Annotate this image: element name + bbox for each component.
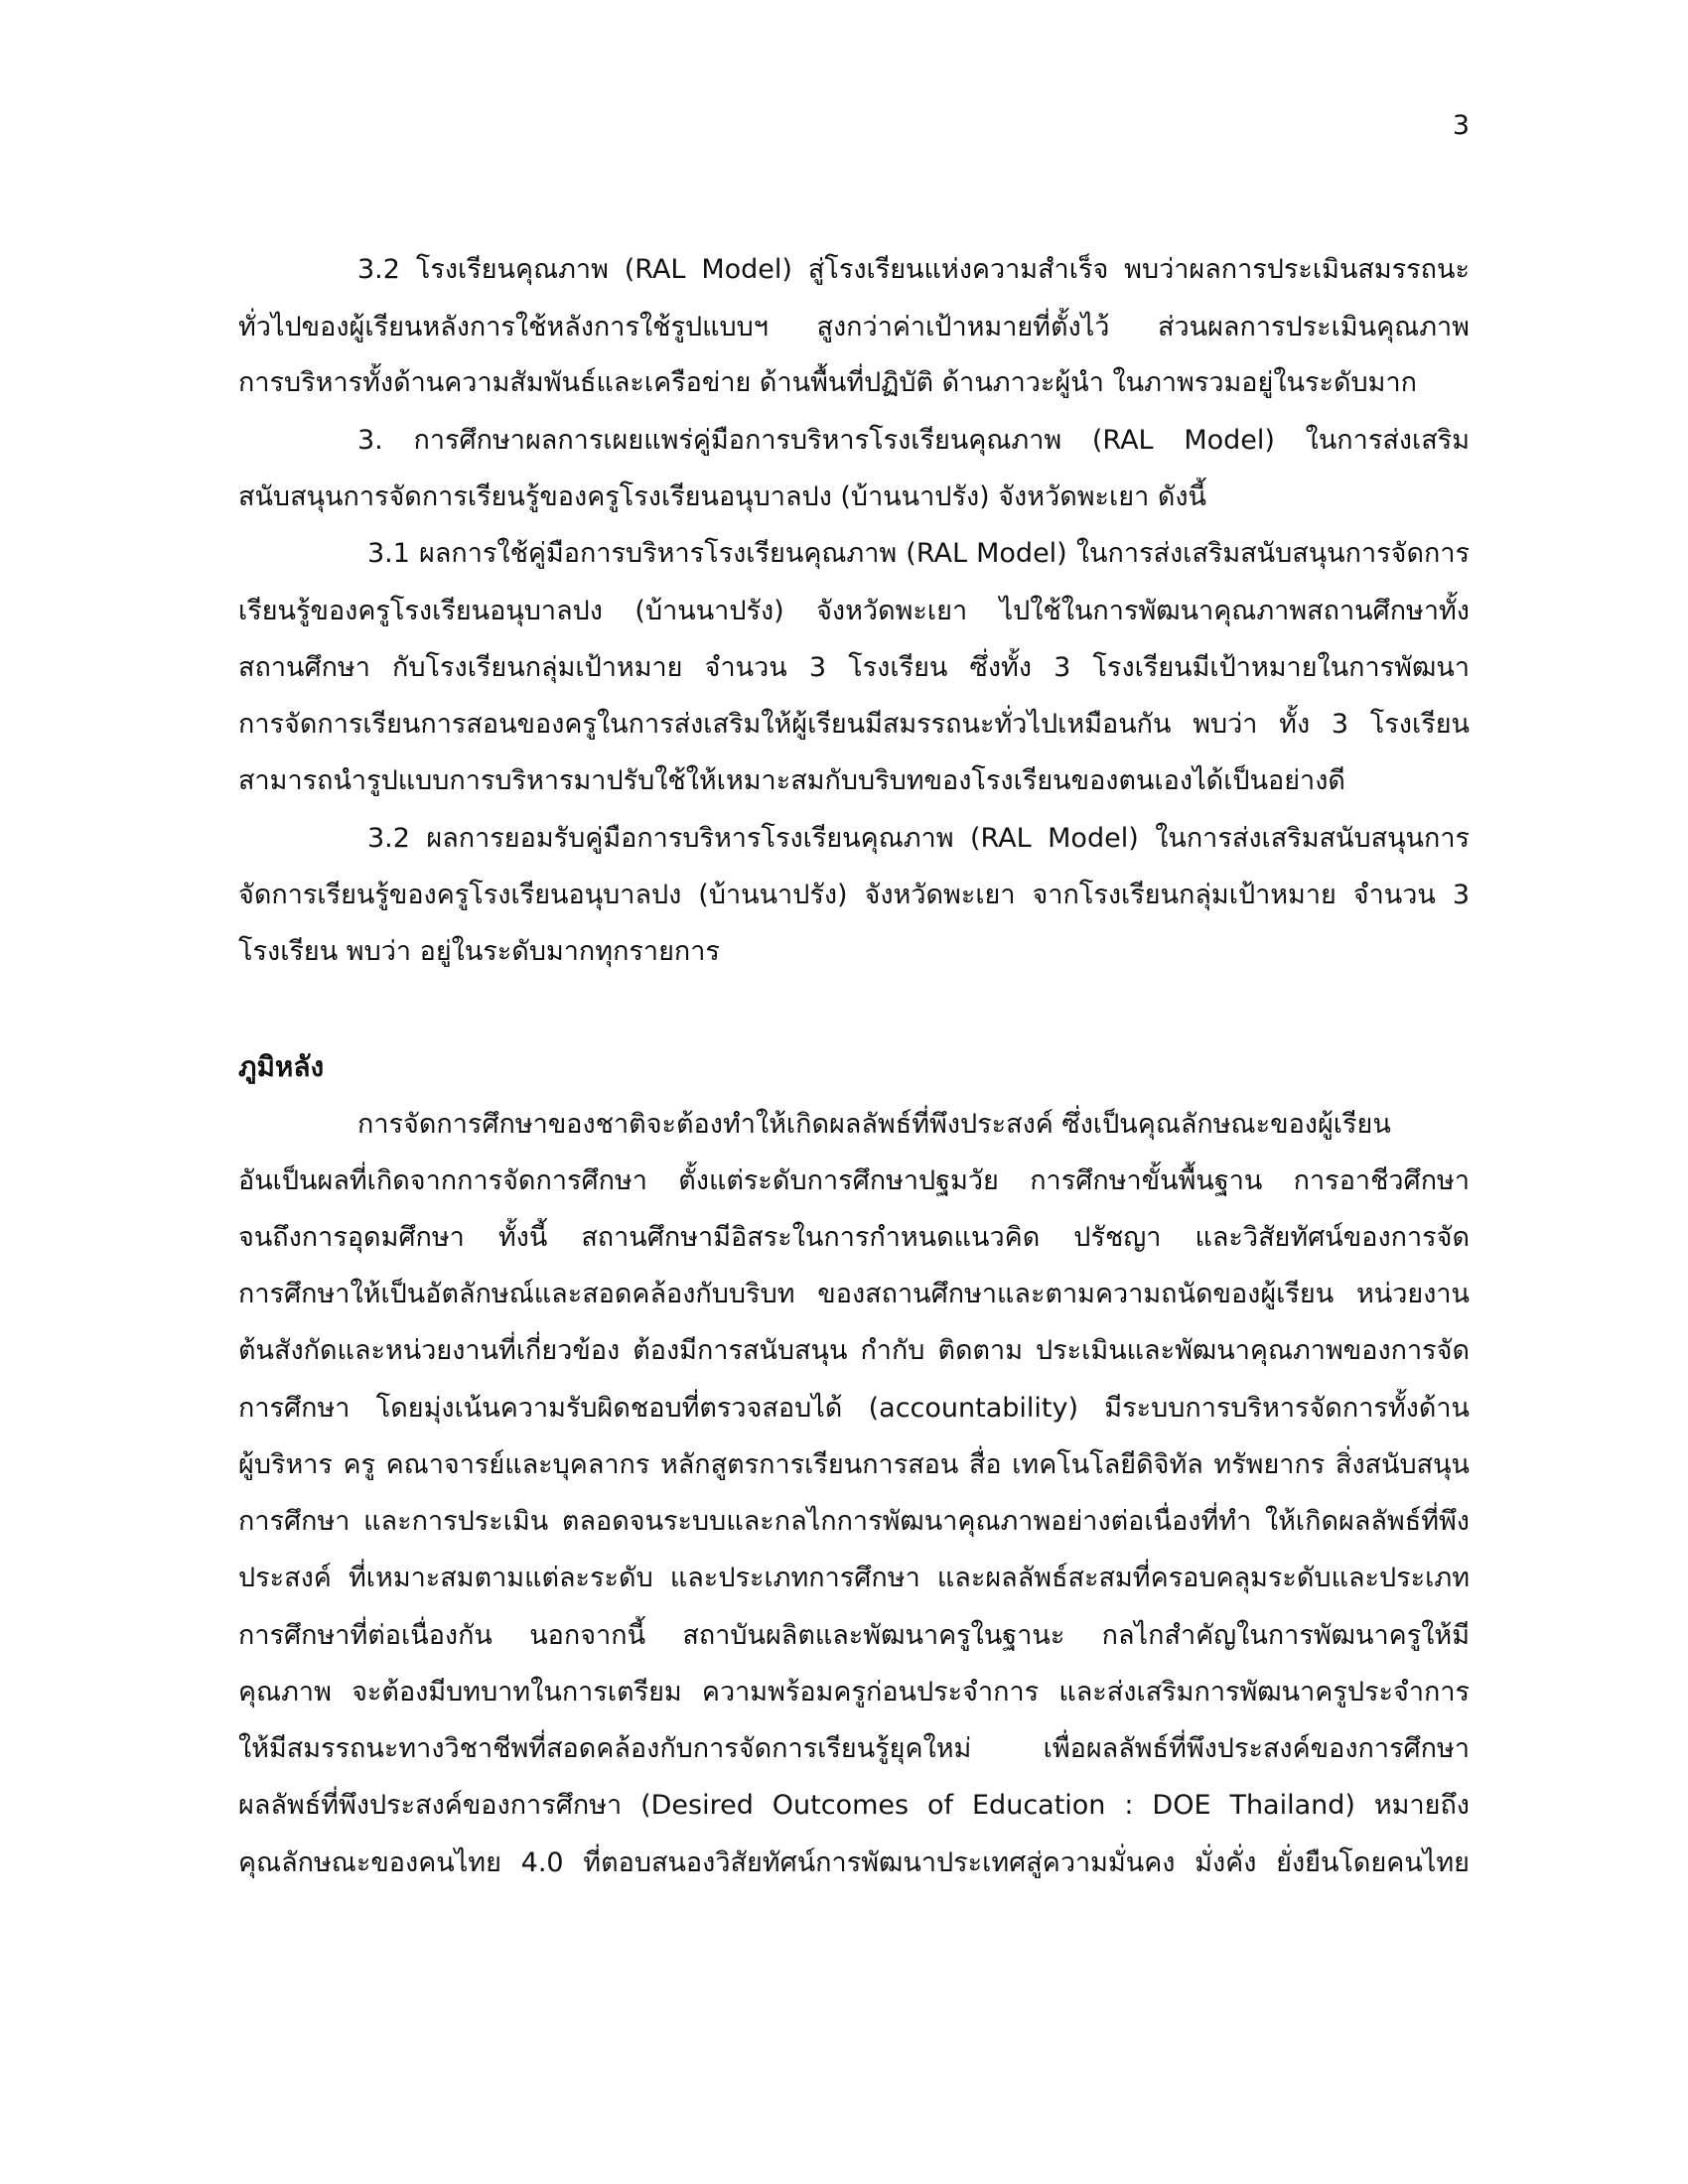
paragraph-line: การศึกษาที่ต่อเนื่องกัน นอกจากนี้ สถาบันผลิตและพัฒนาครูในฐานะ กลไกสำคัญในการพัฒนาครูให้มี — [238, 1620, 1470, 1651]
paragraph-line: สถานศึกษา กับโรงเรียนกลุ่มเป้าหมาย จำนวน 3 โรงเรียน ซึ่งทั้ง 3 โรงเรียนมีเป้าหมายในการพัฒนา — [238, 652, 1470, 683]
paragraph-line: 3.2 ผลการยอมรับคู่มือการบริหารโรงเรียนคุณภาพ (RAL Model) ในการส่งเสริมสนับสนุนการ — [367, 823, 1470, 854]
paragraph-line: จนถึงการอุดมศึกษา ทั้งนี้ สถานศึกษามีอิสระในการกำหนดแนวคิด ปรัชญา และวิสัยทัศน์ของการจัด — [238, 1222, 1470, 1253]
paragraph-line: การจัดการเรียนการสอนของครูในการส่งเสริมให้ผู้เรียนมีสมรรถนะทั่วไปเหมือนกัน พบว่า ทั้ง 3 โรงเรียน — [238, 709, 1470, 740]
paragraph-line: ต้นสังกัดและหน่วยงานที่เกี่ยวข้อง ต้องมีการสนับสนุน กำกับ ติดตาม ประเมินและพัฒนาคุณภาพของการจัด — [238, 1335, 1470, 1366]
paragraph-line: การบริหารทั้งด้านความสัมพันธ์และเครือข่าย ด้านพื้นที่ปฏิบัติ ด้านภาวะผู้นำ ในภาพรวมอยู่ในระดับมาก — [238, 367, 1417, 398]
paragraph-line: 3.2 โรงเรียนคุณภาพ (RAL Model) สู่โรงเรียนแห่งความสำเร็จ พบว่าผลการประเมินสมรรถนะ — [357, 254, 1470, 285]
paragraph-line: ประสงค์ ที่เหมาะสมตามแต่ละระดับ และประเภทการศึกษา และผลลัพธ์สะสมที่ครอบคลุมระดับและประเภท — [238, 1563, 1470, 1593]
paragraph-line: ผู้บริหาร ครู คณาจารย์และบุคลากร หลักสูตรการเรียนการสอน สื่อ เทคโนโลยีดิจิทัล ทรัพยากร สิ่งสนับสนุน — [238, 1449, 1470, 1480]
paragraph-line: การศึกษา โดยมุ่งเน้นความรับผิดชอบที่ตรวจสอบได้ (accountability) มีระบบการบริหารจัดการทั้งด้าน — [238, 1393, 1470, 1424]
paragraph-line: โรงเรียน พบว่า อยู่ในระดับมากทุกรายการ — [238, 936, 720, 967]
paragraph-line: ให้มีสมรรถนะทางวิชาชีพที่สอดคล้องกับการจัดการเรียนรู้ยุคใหม่ เพื่อผลลัพธ์ที่พึงประสงค์ของการศึกษา — [238, 1733, 1470, 1764]
paragraph-line: การจัดการศึกษาของชาติจะต้องทำให้เกิดผลลัพธ์ที่พึงประสงค์ ซึ่งเป็นคุณลักษณะของผู้เรียน — [357, 1109, 1391, 1140]
paragraph-line: 3. การศึกษาผลการเผยแพร่คู่มือการบริหารโรงเรียนคุณภาพ (RAL Model) ในการส่งเสริม — [357, 425, 1470, 456]
paragraph-line: ผลลัพธ์ที่พึงประสงค์ของการศึกษา (Desired Outcomes of Education : DOE Thailand) หมายถึง — [238, 1790, 1470, 1821]
paragraph-line: จัดการเรียนรู้ของครูโรงเรียนอนุบาลปง (บ้านนาปรัง) จังหวัดพะเยา จากโรงเรียนกลุ่มเป้าหมาย จำนวน 3 — [238, 880, 1470, 910]
section-heading: ภูมิหลัง — [238, 1050, 325, 1083]
paragraph-line: สามารถนำรูปแบบการบริหารมาปรับใช้ให้เหมาะสมกับบริบทของโรงเรียนของตนเองได้เป็นอย่างดี — [238, 765, 1345, 796]
paragraph-line: 3.1 ผลการใช้คู่มือการบริหารโรงเรียนคุณภาพ (RAL Model) ในการส่งเสริมสนับสนุนการจัดการ — [367, 538, 1470, 569]
paragraph-line: ทั่วไปของผู้เรียนหลังการใช้หลังการใช้รูปแบบฯ สูงกว่าค่าเป้าหมายที่ตั้งไว้ ส่วนผลการประเมินคุณภาพ — [238, 312, 1470, 342]
paragraph-line: สนับสนุนการจัดการเรียนรู้ของครูโรงเรียนอนุบาลปง (บ้านนาปรัง) จังหวัดพะเยา ดังนี้ — [238, 481, 1207, 512]
paragraph-line: คุณภาพ จะต้องมีบทบาทในการเตรียม ความพร้อมครูก่อนประจำการ และส่งเสริมการพัฒนาครูประจำการ — [238, 1677, 1470, 1707]
paragraph-line: เรียนรู้ของครูโรงเรียนอนุบาลปง (บ้านนาปรัง) จังหวัดพะเยา ไปใช้ในการพัฒนาคุณภาพสถานศึกษาทั้ง — [238, 596, 1470, 626]
paragraph-line: คุณลักษณะของคนไทย 4.0 ที่ตอบสนองวิสัยทัศน์การพัฒนาประเทศสู่ความมั่นคง มั่งคั่ง ยั่งยืนโดยคนไทย — [238, 1847, 1470, 1878]
paragraph-line: อันเป็นผลที่เกิดจากการจัดการศึกษา ตั้งแต่ระดับการศึกษาปฐมวัย การศึกษาขั้นพื้นฐาน การอาชีวศึกษา — [238, 1165, 1470, 1196]
page-number: 3 — [1452, 110, 1470, 141]
paragraph-line: การศึกษา และการประเมิน ตลอดจนระบบและกลไกการพัฒนาคุณภาพอย่างต่อเนื่องที่ทำ ให้เกิดผลลัพธ์ที่พึง — [238, 1506, 1470, 1537]
paragraph-line: การศึกษาให้เป็นอัตลักษณ์และสอดคล้องกับบริบท ของสถานศึกษาและตามความถนัดของผู้เรียน หน่วยงาน — [238, 1279, 1470, 1309]
